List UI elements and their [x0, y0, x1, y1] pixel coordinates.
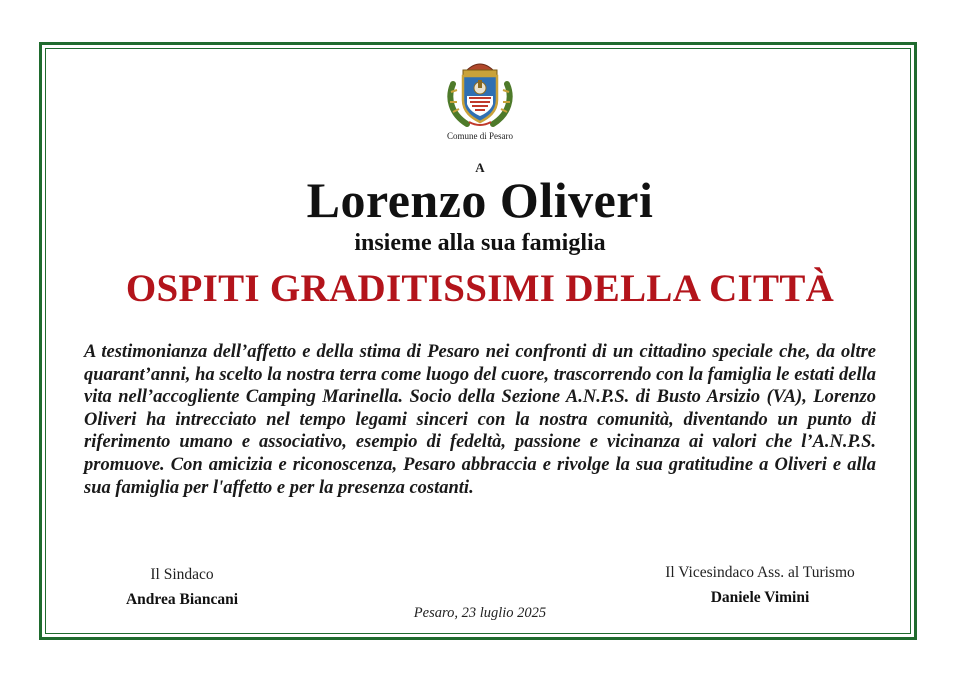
signature-left [92, 565, 272, 610]
signature-right [625, 563, 895, 608]
honoree-name: Lorenzo Oliveri [306, 172, 654, 228]
signature-right-name: Daniele Vimini [710, 589, 810, 606]
signature-right-role: Il Vicesindaco Ass. al Turismo [665, 564, 855, 581]
signature-left-name: Andrea Biancani [125, 591, 239, 608]
crest-caption: Comune di Pesaro [447, 131, 513, 141]
comune-di-pesaro-crest-icon [443, 54, 517, 130]
subtitle: insieme alla sua famiglia [354, 230, 606, 256]
headline: OSPITI GRADITISSIMI DELLA CITTÀ [125, 267, 835, 310]
citation-text: A testimonianza dell’affetto e della stima di Pesaro nei confronti di un cittadino speciale che, da oltre quarant’anni, ha scelto la nostra terra come luogo del cuore, trascorrendo con la famiglia le estati della vita nell’accogliente Camping Marinella. Socio della Sezione A.N.P.S. di Busto Arsizio (VA), Lorenzo Oliveri ha intrecciato nel tempo legami sinceri con la nostra comunità, diventando un punto di riferimento umano e associativo, esempio di fedeltà, passione e vicinanza ai valori che l’A.N.P.S. promuove. Con amicizia e riconoscenza, Pesaro abbraccia e rivolge la sua gratitudine a Oliveri e alla sua famiglia per l'affetto e per la presenza costanti. [84, 342, 876, 498]
dedication-prefix: A [475, 160, 485, 175]
place-date: Pesaro, 23 luglio 2025 [413, 605, 547, 621]
signature-left-role: Il Sindaco [150, 566, 214, 583]
